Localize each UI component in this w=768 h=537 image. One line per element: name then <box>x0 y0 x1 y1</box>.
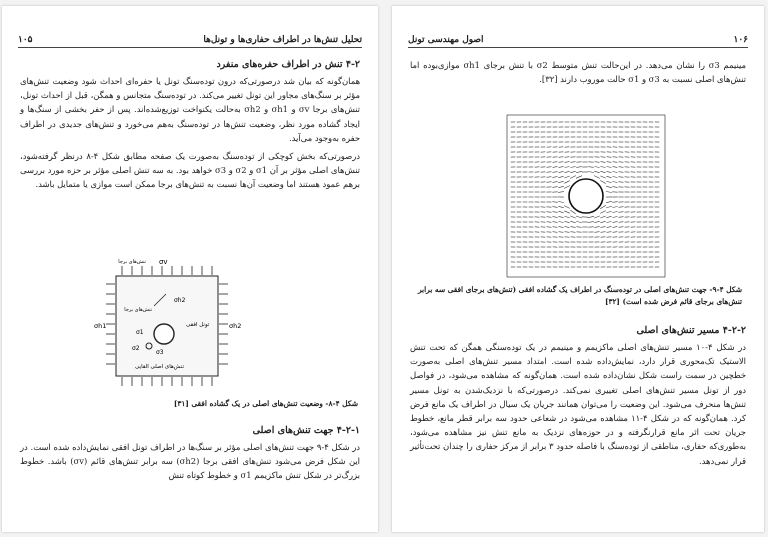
section-heading: ۴-۲-۲ مسیر تنش‌های اصلی <box>636 325 746 336</box>
paragraph: مینیمم σ3 را نشان می‌دهد. در این‌حالت تنش متوسط σ2 با تنش برجای σh1 موازی‌بوده اما تنش‌های اصلی نسبت به σ3 و σ1 حالت موروب دارند [۳۲]. <box>410 60 746 85</box>
left-page-header <box>18 35 362 48</box>
left-section-2 <box>20 424 360 487</box>
left-page <box>2 6 378 532</box>
sigma3-label: σ3 <box>156 349 164 356</box>
top-label: تنش‌های برجا <box>118 259 146 265</box>
right-arrows <box>219 284 228 364</box>
bottom-arrows <box>122 377 212 386</box>
right-page <box>392 6 764 532</box>
right-section <box>410 324 746 472</box>
section-heading: ۴-۲ تنش در اطراف حفره‌های منفرد <box>216 59 360 70</box>
secondary-stress-label: تنش‌های اصلی القایی <box>135 364 184 370</box>
paragraph: در شکل ۴-۹ جهت تنش‌های اصلی مؤثر بر سنگ‌ها در اطراف تونل افقی نمایش‌داده شده است. در این شکل فرض می‌شود تنش‌های افقی برجا (σh2) سه برابر تنش‌های قائم (σv) باشد. خطوط بزرگ‌تر در شکل تنش ماکزیمم σ1 و خطوط کوتاه تنش <box>20 442 360 481</box>
figure-4-8 <box>94 256 244 396</box>
figure-4-8-caption: شکل ۴-۸- وضعیت تنش‌های اصلی در یک گشاده افقی [۳۱] <box>173 399 358 408</box>
tunnel-label: تونل افقی <box>186 322 210 328</box>
right-header-title: اصول مهندسی تونل <box>408 35 484 45</box>
paragraph: درصورتی‌که بخش کوچکی از توده‌سنگ به‌صورت یک صفحه مطابق شکل ۴-۸ درنظر گرفته‌شود، تنش‌های اصلی مؤثر بر آن σ1 و σ2 و σ3 خواهد بود. به‌ سه تنش اصلی مؤثر بر حزه مورد بررسی برهم عمود هستند اما وضعیت آن‌ها نسبت به تنش‌های برجا ممکن است موازی یا متمایل باشد. <box>20 151 360 190</box>
tunnel-opening <box>569 179 603 213</box>
primary-stress-label: تنش‌های برجا <box>124 307 152 313</box>
sigma-small-right-label: σh2 <box>174 297 186 304</box>
right-page-header <box>408 35 748 48</box>
section-heading: ۴-۲-۱ جهت تنش‌های اصلی <box>252 425 360 436</box>
sigma-top-label: σv <box>159 258 168 266</box>
figure-4-9 <box>506 114 666 278</box>
right-page-number: ۱۰۶ <box>733 35 748 45</box>
left-section-1 <box>20 58 360 196</box>
right-intro <box>410 58 746 90</box>
left-page-number: ۱۰۵ <box>18 35 33 45</box>
paragraph: همان‌گونه که بیان شد درصورتی‌که درون توده‌سنگ تونل یا حفره‌ای احداث شود وضعیت تنش‌های مؤثر بر سنگ‌های مجاور این تونل تغییر می‌کند. در توده‌سنگ متجانس و همگن، قبل از احداث تونل، تنش‌های برجا σv و σh1 و σh2 به‌حالت یکنواخت توزیع‌شده‌اند. پس از حفر بخشی از سنگ‌ها و ایجاد گشاده مورد نظر، وضعیت تنش‌ها در توده‌سنگ به‌هم می‌خورد و تنش‌های جدیدی در اطراف حفره به‌وجود می‌آید. <box>20 76 360 143</box>
sigma-left-label: σh1 <box>94 322 107 330</box>
sigma2-label: σ2 <box>132 345 140 352</box>
tunnel-circle <box>154 324 174 344</box>
left-header-title: تحلیل تنش‌ها در اطراف حفاری‌ها و تونل‌ها <box>203 35 362 45</box>
top-arrows <box>122 266 212 275</box>
sigma1-label: σ1 <box>136 329 144 336</box>
paragraph: در شکل ۴-۱۰ مسیر تنش‌های اصلی ماکزیمم و مینیمم در یک توده‌سنگی همگن که تحت تنش الاستیک تک‌محوری قرار دارد، نمایش‌داده شده است. امتداد مسیر تنش‌های اصلی به‌صورت خطچین در سمت راست شکل نشان‌داده شده است. همان‌گونه که مشاهده می‌شود، در فواصل دور از تونل مسیر تنش‌های اصلی تغییری نمی‌کند. درصورتی‌که با نزدیک‌شدن به تونل مسیر تنش‌ها منحرف می‌شود. این وضعیت را می‌توان همانند جریان یک سیال در اطراف یک مانع فرض کرد. همان‌گونه که در شکل ۴-۱۱ مشاهده می‌شود در شعاعی حدود سه برابر قطر مانع، خطوط جریان تحت اثر مانع قرارنگرفته و در حوزه‌های نزدیک به مانع تنش نیز مشاهده می‌شود، به‌طوری‌که حفاری، مناطقی از توده‌سنگ با فاصله حدود ۳ برابر از مرکز حفاری را چندان تحت‌تأثیر قرار نمی‌دهد. <box>410 342 747 466</box>
left-arrows <box>106 284 115 364</box>
sigma-right-label: σh2 <box>229 322 242 330</box>
figure-4-9-caption: شکل ۴-۹- جهت تنش‌های اصلی در توده‌سنگ در اطراف یک گشاده افقی (تنش‌های برجای افقی سه برابر تنش‌های برجای قائم فرض شده است) [۳۲] <box>417 285 742 306</box>
